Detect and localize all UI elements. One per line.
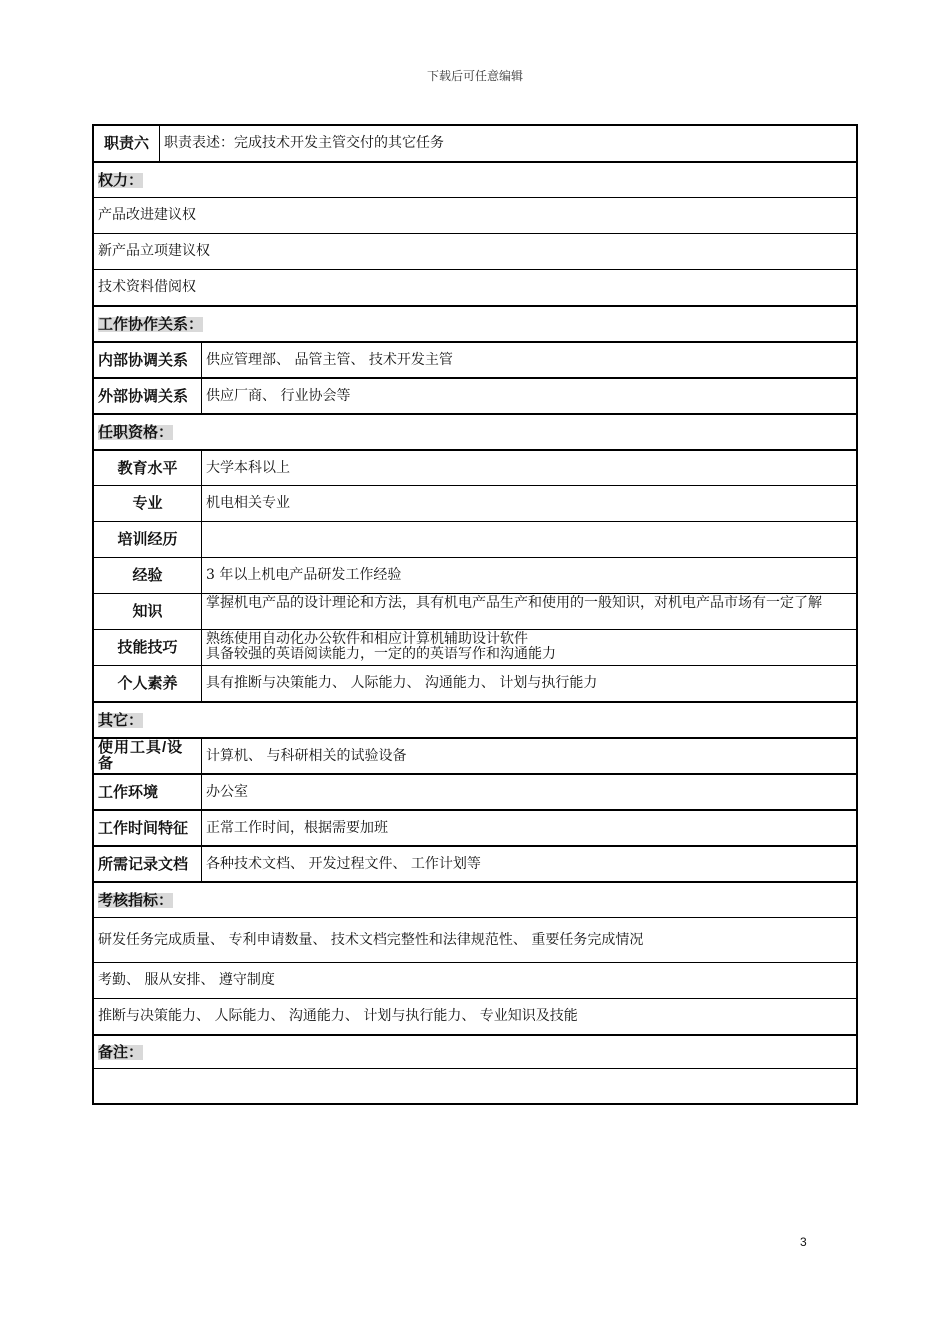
table-row xyxy=(94,449,856,485)
assessment-section xyxy=(94,881,856,917)
remarks-title: 备注： xyxy=(98,1043,144,1061)
assessment-item: 研发任务完成质量、 专利申请数量、 技术文档完整性和法律规范性、 重要任务完成情况 xyxy=(98,931,644,948)
table-row xyxy=(94,485,856,521)
skills-value xyxy=(202,630,856,665)
remarks-row xyxy=(94,1068,856,1103)
knowledge-value: 掌握机电产品的设计理论和方法，具有机电产品生产和使用的一般知识，对机电产品市场有一定了解 xyxy=(206,595,822,611)
table-row xyxy=(94,629,856,665)
documents-value: 各种技术文档、 开发过程文件、 工作计划等 xyxy=(206,855,481,872)
external-label: 外部协调关系 xyxy=(94,379,202,413)
training-value xyxy=(202,522,856,557)
experience-label: 经验 xyxy=(94,558,202,593)
internal-label: 内部协调关系 xyxy=(94,343,202,377)
internal-value: 供应管理部、 品管主管、 技术开发主管 xyxy=(206,351,453,368)
list-item xyxy=(94,962,856,998)
table-row xyxy=(94,665,856,701)
list-item xyxy=(94,233,856,269)
other-section xyxy=(94,701,856,737)
remarks-section xyxy=(94,1034,856,1068)
list-item xyxy=(94,998,856,1034)
assessment-item: 考勤、 服从安排、 遵守制度 xyxy=(98,972,275,988)
major-label: 专业 xyxy=(94,486,202,521)
table-row xyxy=(94,773,856,809)
skills-line: 具备较强的英语阅读能力，一定的的英语写作和沟通能力 xyxy=(206,646,556,662)
job-description-table xyxy=(92,124,858,1105)
experience-value: 3 年以上机电产品研发工作经验 xyxy=(206,567,402,583)
personal-value: 具有推断与决策能力、 人际能力、 沟通能力、 计划与执行能力 xyxy=(206,675,598,691)
list-item xyxy=(94,197,856,233)
duty-row xyxy=(94,126,856,161)
major-value: 机电相关专业 xyxy=(206,495,290,511)
training-label: 培训经历 xyxy=(94,522,202,557)
external-value: 供应厂商、 行业协会等 xyxy=(206,387,351,404)
table-row xyxy=(94,557,856,593)
tools-label: 使用工具/设备 xyxy=(94,739,202,773)
remarks-value xyxy=(94,1069,856,1103)
authority-item: 产品改进建议权 xyxy=(98,207,196,223)
assessment-item: 推断与决策能力、 人际能力、 沟通能力、 计划与执行能力、 专业知识及技能 xyxy=(98,1008,578,1024)
knowledge-label: 知识 xyxy=(94,594,202,629)
page-header: 下载后可任意编辑 xyxy=(426,69,523,83)
table-row xyxy=(94,593,856,629)
education-label: 教育水平 xyxy=(94,451,202,485)
authority-title: 权力： xyxy=(98,171,144,189)
worktime-value: 正常工作时间，根据需要加班 xyxy=(206,819,388,836)
duty-text: 职责表述：完成技术开发主管交付的其它任务 xyxy=(164,135,444,151)
education-value: 大学本科以上 xyxy=(206,459,290,476)
skills-line: 熟练使用自动化办公软件和相应计算机辅助设计软件 xyxy=(206,631,528,647)
list-item xyxy=(94,269,856,305)
authority-section xyxy=(94,161,856,197)
collaboration-section xyxy=(94,305,856,341)
worktime-label: 工作时间特征 xyxy=(94,811,202,845)
assessment-title: 考核指标： xyxy=(98,891,174,909)
other-title: 其它： xyxy=(98,711,144,729)
personal-label: 个人素养 xyxy=(94,666,202,701)
collaboration-title: 工作协作关系： xyxy=(98,315,204,333)
internal-row xyxy=(94,341,856,377)
page-number: 3 xyxy=(800,1235,807,1249)
external-row xyxy=(94,377,856,413)
skills-label: 技能技巧 xyxy=(94,630,202,665)
tools-value: 计算机、 与科研相关的试验设备 xyxy=(206,747,407,764)
environment-label: 工作环境 xyxy=(94,775,202,809)
table-row xyxy=(94,845,856,881)
table-row xyxy=(94,521,856,557)
authority-item: 新产品立项建议权 xyxy=(98,243,210,259)
qualification-section xyxy=(94,413,856,449)
environment-value: 办公室 xyxy=(206,783,248,800)
table-row xyxy=(94,737,856,773)
documents-label: 所需记录文档 xyxy=(94,847,202,881)
list-item xyxy=(94,917,856,962)
table-row xyxy=(94,809,856,845)
duty-label: 职责六 xyxy=(94,126,160,161)
qualification-title: 任职资格： xyxy=(98,423,174,441)
authority-item: 技术资料借阅权 xyxy=(98,279,196,295)
